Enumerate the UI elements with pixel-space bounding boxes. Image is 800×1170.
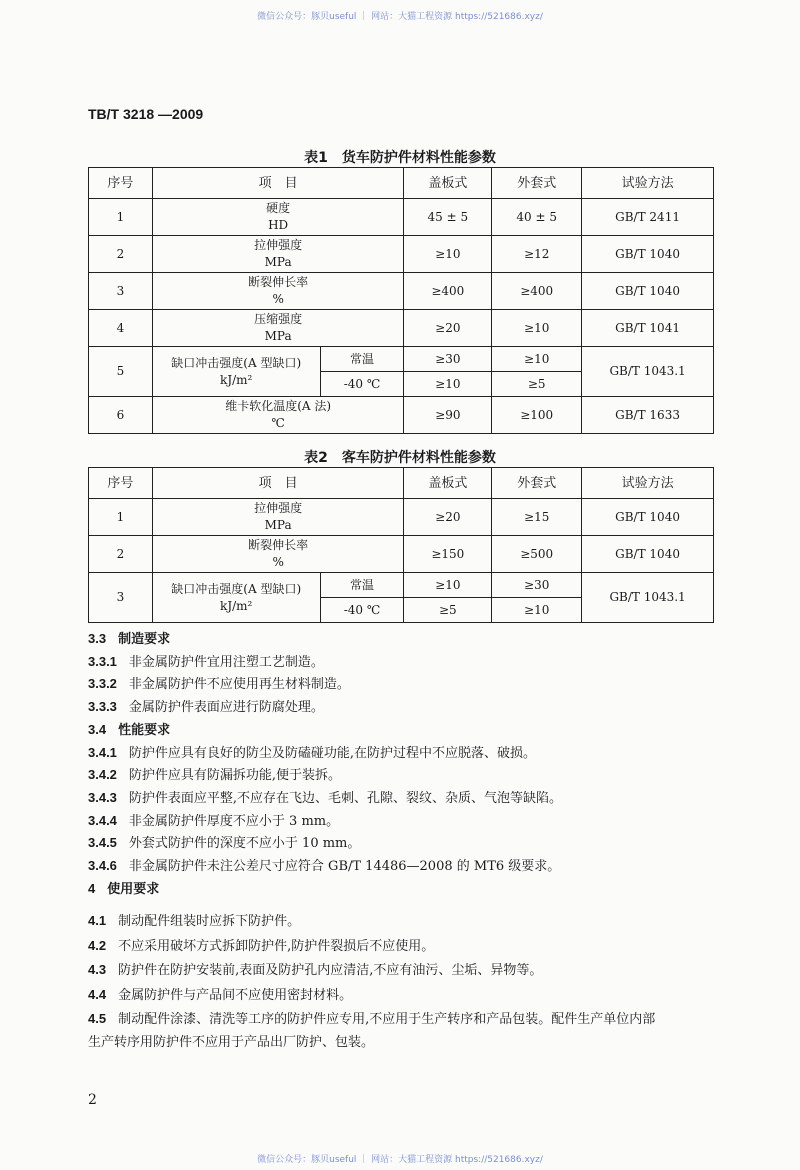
clause-3-3 — [88, 628, 170, 647]
table-cell: GB/T 1040 — [582, 236, 714, 273]
clause-text: 防护件应具有防漏拆功能,便于装拆。 — [128, 768, 342, 784]
table-cell: ≥150 — [404, 536, 492, 573]
table-cell: GB/T 1043.1 — [582, 573, 714, 623]
watermark-bottom: 微信公众号：豚贝useful ｜ 网站：大猫工程资源 https://521686.xyz/ — [257, 1155, 543, 1165]
table-cell: ≥10 — [404, 573, 492, 598]
table-cell: ≥400 — [404, 273, 492, 310]
header-cell: 盖板式 — [404, 468, 492, 499]
table-cell: 压缩强度 MPa — [152, 310, 404, 347]
table-cell: 硬度 HD — [152, 199, 404, 236]
clause-number: 3.4.6 — [88, 858, 117, 873]
header-cell: 试验方法 — [582, 468, 714, 499]
clause-text: 使用要求 — [107, 882, 160, 897]
clause-number: 4.5 — [88, 1011, 107, 1026]
clause-text: 不应采用破坏方式拆卸防护件,防护件裂损后不应使用。 — [118, 938, 435, 954]
clause-3-4-6 — [88, 855, 560, 874]
header-cell: 盖板式 — [404, 168, 492, 199]
clause-3-3-3 — [88, 696, 324, 715]
clause-number: 4 — [88, 881, 96, 896]
table-cell: ≥20 — [404, 499, 492, 536]
clause-4-5 — [88, 1008, 655, 1027]
clause-number: 3.4.5 — [88, 835, 117, 851]
clause-text: 防护件应具有良好的防尘及防磕碰功能,在防护过程中不应脱落、破损。 — [128, 745, 537, 761]
clause-text: 非金属防护件未注公差尺寸应符合 GB/T 14486—2008 的 MT6 级要求。 — [128, 859, 561, 874]
table-cell: GB/T 1041 — [582, 310, 714, 347]
clause-number: 3.4.4 — [88, 812, 117, 828]
table-row — [89, 499, 714, 536]
clause-number: 3.4.3 — [88, 789, 117, 805]
table-cell: 拉伸强度 MPa — [152, 499, 404, 536]
table-row — [89, 273, 714, 310]
table-row — [89, 236, 714, 273]
clause-number: 3.4.1 — [88, 744, 117, 760]
table-cell: 断裂伸长率 % — [152, 536, 404, 573]
clause-number: 4.1 — [88, 913, 107, 928]
table-cell: 缺口冲击强度(A 型缺口) kJ/m² — [152, 347, 320, 397]
table-cell: GB/T 1040 — [582, 273, 714, 310]
table-cell: ≥30 — [404, 347, 492, 372]
clause-3-4-1 — [88, 742, 536, 761]
clause-3-3-2 — [88, 673, 350, 692]
clause-number: 4.4 — [88, 986, 107, 1002]
table-row — [89, 573, 714, 598]
table-cell: ≥10 — [404, 236, 492, 273]
table-cell: 40 ± 5 — [492, 199, 582, 236]
table-cell: ≥10 — [492, 347, 582, 372]
table-header-row — [89, 168, 714, 199]
clause-3-4-4 — [88, 810, 339, 829]
table-cell: 1 — [89, 499, 153, 536]
clause-number: 3.3 — [88, 631, 107, 646]
clause-number: 3.3.2 — [88, 676, 117, 692]
table-row — [89, 536, 714, 573]
header-cell: 项 目 — [152, 168, 404, 199]
table-cell: 4 — [89, 310, 153, 347]
table-cell: ≥12 — [492, 236, 582, 273]
table-cell: GB/T 1040 — [582, 499, 714, 536]
table-cell: 2 — [89, 536, 153, 573]
header-cell: 序号 — [89, 168, 153, 199]
clause-text: 制动配件组装时应拆下防护件。 — [118, 914, 301, 929]
clause-number: 4.3 — [88, 962, 107, 977]
clause-4-5-continuation: 生产转序用防护件不应用于产品出厂防护、包装。 — [88, 1035, 375, 1050]
clause-number: 4.2 — [88, 937, 107, 953]
header-cell: 外套式 — [492, 168, 582, 199]
table-cell: GB/T 1633 — [582, 397, 714, 434]
table-row — [89, 347, 714, 372]
clause-text: 外套式防护件的深度不应小于 10 mm。 — [128, 836, 361, 852]
table1 — [88, 167, 714, 434]
clause-text: 金属防护件与产品间不应使用密封材料。 — [118, 987, 353, 1003]
clause-text: 防护件表面应平整,不应存在飞边、毛刺、孔隙、裂纹、杂质、气泡等缺陷。 — [128, 790, 563, 806]
table-cell: ≥10 — [492, 598, 582, 623]
clause-3-4 — [88, 719, 170, 738]
header-cell: 项 目 — [152, 468, 404, 499]
table-cell: GB/T 1043.1 — [582, 347, 714, 397]
table2 — [88, 467, 714, 623]
table-cell: 1 — [89, 199, 153, 236]
watermark-top: 微信公众号：豚贝useful ｜ 网站：大猫工程资源 https://521686.xyz/ — [257, 12, 543, 22]
clause-text: 制动配件涂漆、清洗等工序的防护件应专用,不应用于生产转序和产品包装。配件生产单位内部 — [118, 1012, 656, 1027]
table-cell: ≥5 — [492, 372, 582, 397]
table-cell: 常温 — [320, 347, 404, 372]
clause-number: 3.3.3 — [88, 699, 117, 715]
page-number: 2 — [88, 1092, 97, 1108]
table-row — [89, 397, 714, 434]
clause-4-1 — [88, 910, 300, 929]
table-cell: 5 — [89, 347, 153, 397]
table-cell: 3 — [89, 573, 153, 623]
header-cell: 试验方法 — [582, 168, 714, 199]
table-cell: 拉伸强度 MPa — [152, 236, 404, 273]
table-cell: 3 — [89, 273, 153, 310]
table-cell: 2 — [89, 236, 153, 273]
clause-3-3-1 — [88, 651, 324, 670]
clause-text: 性能要求 — [118, 722, 171, 738]
clause-text: 制造要求 — [118, 632, 171, 647]
table-cell: ≥5 — [404, 598, 492, 623]
table-cell: 断裂伸长率 % — [152, 273, 404, 310]
clause-4-2 — [88, 935, 434, 954]
table-cell: 6 — [89, 397, 153, 434]
clause-text: 防护件在防护安装前,表面及防护孔内应清洁,不应有油污、尘垢、异物等。 — [118, 963, 543, 978]
table-cell: ≥90 — [404, 397, 492, 434]
clause-text: 非金属防护件不应使用再生材料制造。 — [128, 677, 350, 693]
table-cell: ≥20 — [404, 310, 492, 347]
table-row — [89, 199, 714, 236]
clause-text: 非金属防护件宜用注塑工艺制造。 — [128, 654, 324, 670]
table-cell: ≥15 — [492, 499, 582, 536]
table-cell: 常温 — [320, 573, 404, 598]
clause-number: 3.4 — [88, 721, 107, 737]
clause-3-4-3 — [88, 787, 562, 806]
table-row — [89, 310, 714, 347]
clause-number: 3.4.2 — [88, 767, 117, 783]
table-cell: -40 ℃ — [320, 372, 404, 397]
table-header-row — [89, 468, 714, 499]
clause-text: 金属防护件表面应进行防腐处理。 — [128, 700, 324, 716]
section-4-heading — [88, 878, 159, 897]
table-cell: ≥500 — [492, 536, 582, 573]
table-cell: GB/T 2411 — [582, 199, 714, 236]
table-cell: ≥400 — [492, 273, 582, 310]
table-cell: GB/T 1040 — [582, 536, 714, 573]
header-cell: 外套式 — [492, 468, 582, 499]
table1-caption: 表1 货车防护件材料性能参数 — [304, 150, 496, 166]
clause-4-3 — [88, 959, 542, 978]
table-cell: ≥10 — [492, 310, 582, 347]
table2-caption: 表2 客车防护件材料性能参数 — [304, 450, 496, 466]
table-cell: -40 ℃ — [320, 598, 404, 623]
table-cell: 缺口冲击强度(A 型缺口) kJ/m² — [152, 573, 320, 623]
table-cell: 45 ± 5 — [404, 199, 492, 236]
table-cell: 维卡软化温度(A 法) ℃ — [152, 397, 404, 434]
clause-3-4-2 — [88, 764, 341, 783]
table-cell: ≥10 — [404, 372, 492, 397]
header-cell: 序号 — [89, 468, 153, 499]
table-cell: ≥30 — [492, 573, 582, 598]
clause-3-4-5 — [88, 832, 360, 851]
standard-header: TB/T 3218 —2009 — [88, 106, 204, 122]
clause-4-4 — [88, 984, 352, 1003]
clause-text: 非金属防护件厚度不应小于 3 mm。 — [128, 813, 340, 829]
table-cell: ≥100 — [492, 397, 582, 434]
clause-number: 3.3.1 — [88, 653, 117, 669]
